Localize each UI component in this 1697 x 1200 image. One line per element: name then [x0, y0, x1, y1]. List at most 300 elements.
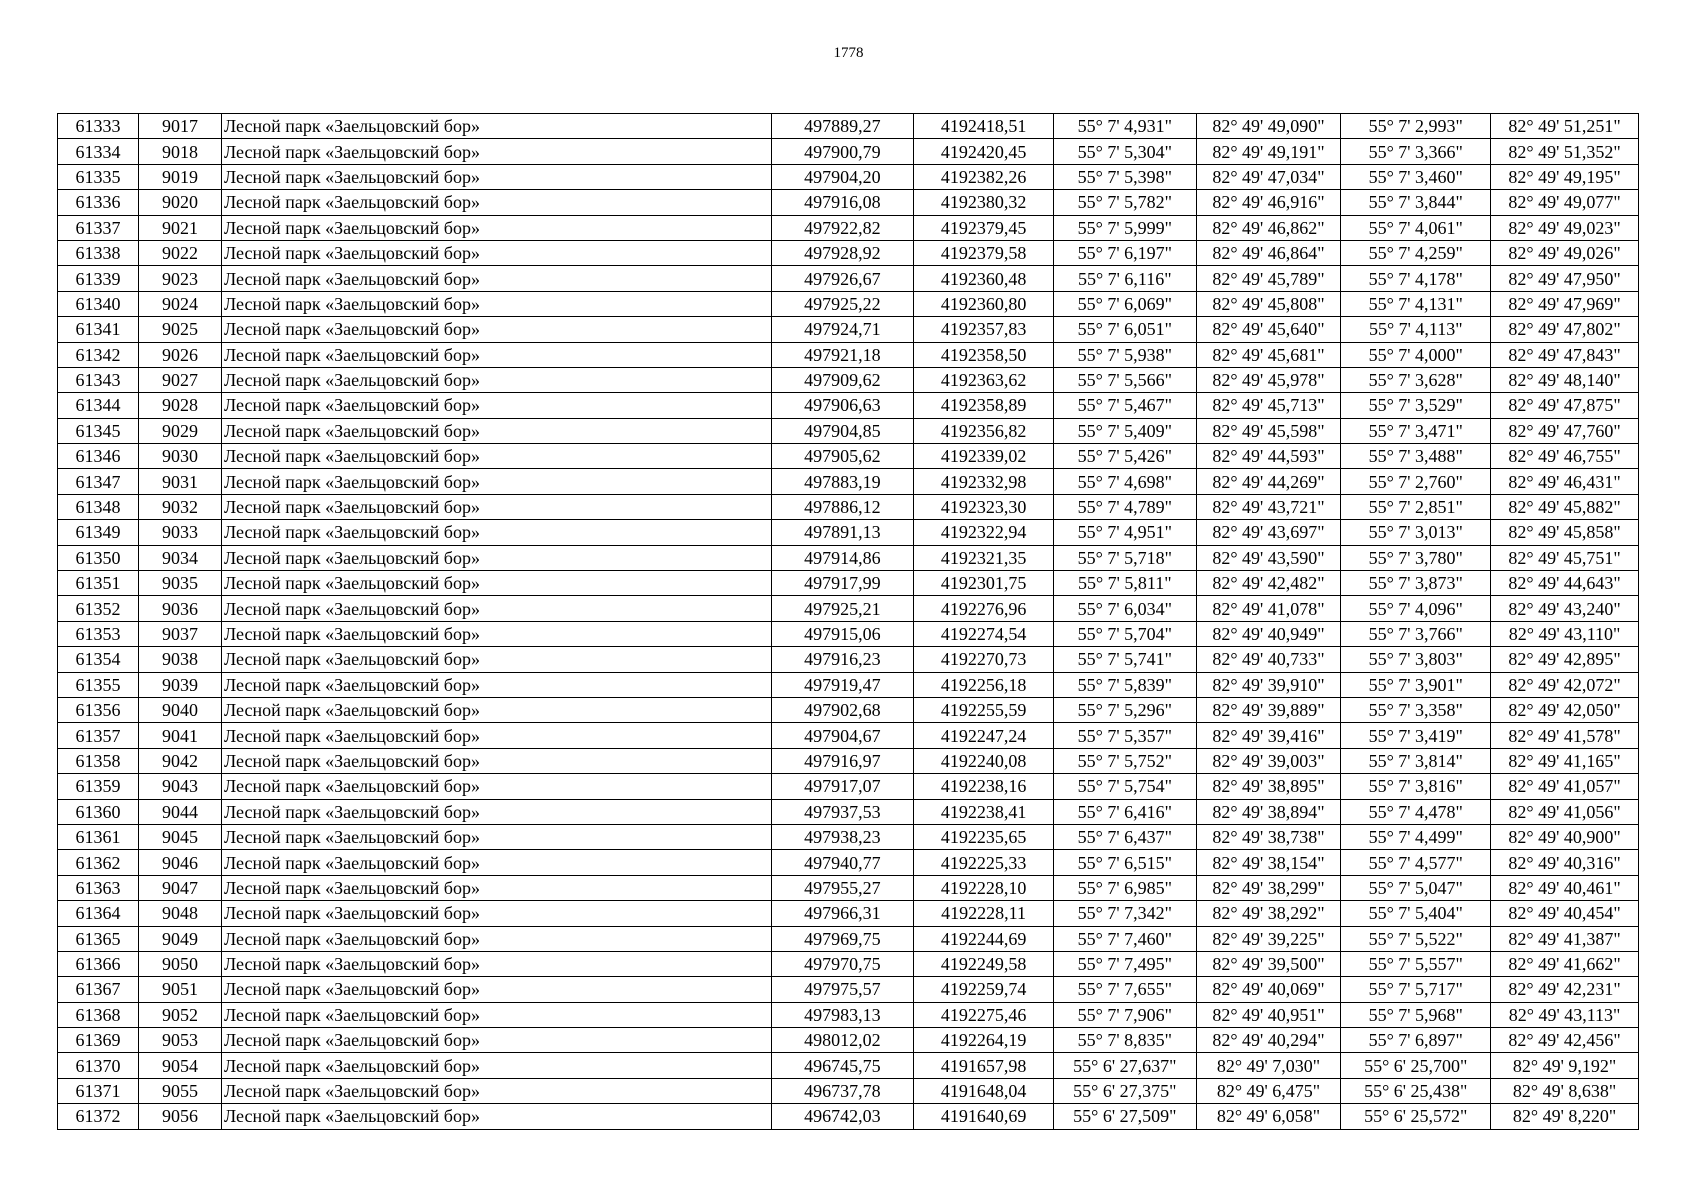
point-number-cell: 9052 [138, 1002, 221, 1027]
longitude-1-cell: 82° 49' 44,593" [1196, 444, 1341, 469]
row-number-cell: 61365 [58, 926, 139, 951]
table-row [58, 444, 1639, 469]
latitude-1-cell: 55° 7' 5,296" [1053, 697, 1196, 722]
table-row [58, 977, 1639, 1002]
coord-x-cell: 497904,20 [771, 164, 914, 189]
latitude-2-cell: 55° 7' 4,577" [1341, 850, 1491, 875]
coord-y-cell: 4192357,83 [914, 317, 1054, 342]
object-name-cell: Лесной парк «Заельцовский бор» [221, 215, 771, 240]
point-number-cell: 9045 [138, 824, 221, 849]
row-number-cell: 61346 [58, 444, 139, 469]
latitude-1-cell: 55° 7' 4,789" [1053, 494, 1196, 519]
object-name-cell: Лесной парк «Заельцовский бор» [221, 418, 771, 443]
longitude-2-cell: 82° 49' 41,662" [1491, 951, 1639, 976]
coord-y-cell: 4192420,45 [914, 139, 1054, 164]
coord-y-cell: 4192256,18 [914, 672, 1054, 697]
object-name-cell: Лесной парк «Заельцовский бор» [221, 240, 771, 265]
coord-y-cell: 4192379,45 [914, 215, 1054, 240]
object-name-cell: Лесной парк «Заельцовский бор» [221, 114, 771, 139]
longitude-2-cell: 82° 49' 51,352" [1491, 139, 1639, 164]
point-number-cell: 9051 [138, 977, 221, 1002]
coord-y-cell: 4192255,59 [914, 697, 1054, 722]
row-number-cell: 61357 [58, 723, 139, 748]
point-number-cell: 9049 [138, 926, 221, 951]
longitude-1-cell: 82° 49' 40,069" [1196, 977, 1341, 1002]
longitude-2-cell: 82° 49' 42,895" [1491, 647, 1639, 672]
coordinates-table [57, 113, 1639, 1130]
point-number-cell: 9056 [138, 1104, 221, 1129]
row-number-cell: 61344 [58, 393, 139, 418]
latitude-1-cell: 55° 7' 5,426" [1053, 444, 1196, 469]
object-name-cell: Лесной парк «Заельцовский бор» [221, 342, 771, 367]
point-number-cell: 9047 [138, 875, 221, 900]
longitude-1-cell: 82° 49' 45,640" [1196, 317, 1341, 342]
longitude-2-cell: 82° 49' 45,882" [1491, 494, 1639, 519]
longitude-1-cell: 82° 49' 49,191" [1196, 139, 1341, 164]
latitude-2-cell: 55° 7' 6,897" [1341, 1028, 1491, 1053]
coord-x-cell: 497904,85 [771, 418, 914, 443]
latitude-2-cell: 55° 7' 4,131" [1341, 291, 1491, 316]
longitude-1-cell: 82° 49' 47,034" [1196, 164, 1341, 189]
point-number-cell: 9053 [138, 1028, 221, 1053]
longitude-2-cell: 82° 49' 40,461" [1491, 875, 1639, 900]
latitude-1-cell: 55° 7' 8,835" [1053, 1028, 1196, 1053]
row-number-cell: 61341 [58, 317, 139, 342]
longitude-1-cell: 82° 49' 45,789" [1196, 266, 1341, 291]
table-row [58, 469, 1639, 494]
object-name-cell: Лесной парк «Заельцовский бор» [221, 520, 771, 545]
latitude-2-cell: 55° 7' 3,901" [1341, 672, 1491, 697]
latitude-2-cell: 55° 7' 2,993" [1341, 114, 1491, 139]
object-name-cell: Лесной парк «Заельцовский бор» [221, 571, 771, 596]
latitude-1-cell: 55° 7' 5,357" [1053, 723, 1196, 748]
longitude-1-cell: 82° 49' 49,090" [1196, 114, 1341, 139]
row-number-cell: 61355 [58, 672, 139, 697]
longitude-1-cell: 82° 49' 38,292" [1196, 901, 1341, 926]
latitude-2-cell: 55° 7' 3,358" [1341, 697, 1491, 722]
table-row [58, 393, 1639, 418]
object-name-cell: Лесной парк «Заельцовский бор» [221, 1078, 771, 1103]
row-number-cell: 61359 [58, 774, 139, 799]
coord-x-cell: 497902,68 [771, 697, 914, 722]
object-name-cell: Лесной парк «Заельцовский бор» [221, 494, 771, 519]
latitude-2-cell: 55° 7' 5,404" [1341, 901, 1491, 926]
latitude-2-cell: 55° 7' 4,113" [1341, 317, 1491, 342]
point-number-cell: 9024 [138, 291, 221, 316]
coord-x-cell: 497916,97 [771, 748, 914, 773]
table-row [58, 901, 1639, 926]
longitude-2-cell: 82° 49' 42,072" [1491, 672, 1639, 697]
coord-y-cell: 4192379,58 [914, 240, 1054, 265]
coord-y-cell: 4192270,73 [914, 647, 1054, 672]
object-name-cell: Лесной парк «Заельцовский бор» [221, 444, 771, 469]
table-row [58, 190, 1639, 215]
coord-x-cell: 497916,08 [771, 190, 914, 215]
coord-x-cell: 497909,62 [771, 367, 914, 392]
latitude-1-cell: 55° 7' 6,437" [1053, 824, 1196, 849]
coord-y-cell: 4192259,74 [914, 977, 1054, 1002]
coord-y-cell: 4191657,98 [914, 1053, 1054, 1078]
table-row [58, 647, 1639, 672]
object-name-cell: Лесной парк «Заельцовский бор» [221, 977, 771, 1002]
row-number-cell: 61345 [58, 418, 139, 443]
table-row [58, 621, 1639, 646]
point-number-cell: 9031 [138, 469, 221, 494]
latitude-2-cell: 55° 7' 2,851" [1341, 494, 1491, 519]
object-name-cell: Лесной парк «Заельцовский бор» [221, 190, 771, 215]
row-number-cell: 61339 [58, 266, 139, 291]
latitude-1-cell: 55° 7' 5,811" [1053, 571, 1196, 596]
coord-x-cell: 497919,47 [771, 672, 914, 697]
longitude-1-cell: 82° 49' 45,978" [1196, 367, 1341, 392]
table-row [58, 1078, 1639, 1103]
row-number-cell: 61335 [58, 164, 139, 189]
point-number-cell: 9036 [138, 596, 221, 621]
row-number-cell: 61368 [58, 1002, 139, 1027]
longitude-1-cell: 82° 49' 43,697" [1196, 520, 1341, 545]
coord-x-cell: 497922,82 [771, 215, 914, 240]
coord-y-cell: 4192363,62 [914, 367, 1054, 392]
object-name-cell: Лесной парк «Заельцовский бор» [221, 1002, 771, 1027]
latitude-1-cell: 55° 7' 5,782" [1053, 190, 1196, 215]
point-number-cell: 9048 [138, 901, 221, 926]
table-row [58, 266, 1639, 291]
longitude-2-cell: 82° 49' 8,220" [1491, 1104, 1639, 1129]
latitude-1-cell: 55° 7' 5,409" [1053, 418, 1196, 443]
object-name-cell: Лесной парк «Заельцовский бор» [221, 469, 771, 494]
latitude-2-cell: 55° 7' 3,471" [1341, 418, 1491, 443]
object-name-cell: Лесной парк «Заельцовский бор» [221, 723, 771, 748]
coord-y-cell: 4192418,51 [914, 114, 1054, 139]
row-number-cell: 61338 [58, 240, 139, 265]
longitude-1-cell: 82° 49' 43,590" [1196, 545, 1341, 570]
point-number-cell: 9044 [138, 799, 221, 824]
table-row [58, 571, 1639, 596]
point-number-cell: 9050 [138, 951, 221, 976]
table-row [58, 774, 1639, 799]
object-name-cell: Лесной парк «Заельцовский бор» [221, 164, 771, 189]
point-number-cell: 9054 [138, 1053, 221, 1078]
row-number-cell: 61347 [58, 469, 139, 494]
longitude-2-cell: 82° 49' 47,843" [1491, 342, 1639, 367]
table-row [58, 367, 1639, 392]
coord-y-cell: 4192238,16 [914, 774, 1054, 799]
object-name-cell: Лесной парк «Заельцовский бор» [221, 291, 771, 316]
coord-y-cell: 4192321,35 [914, 545, 1054, 570]
latitude-1-cell: 55° 6' 27,375" [1053, 1078, 1196, 1103]
row-number-cell: 61333 [58, 114, 139, 139]
point-number-cell: 9028 [138, 393, 221, 418]
longitude-2-cell: 82° 49' 41,578" [1491, 723, 1639, 748]
latitude-1-cell: 55° 7' 5,938" [1053, 342, 1196, 367]
coord-x-cell: 497891,13 [771, 520, 914, 545]
coord-x-cell: 497889,27 [771, 114, 914, 139]
latitude-2-cell: 55° 7' 3,419" [1341, 723, 1491, 748]
longitude-1-cell: 82° 49' 46,862" [1196, 215, 1341, 240]
row-number-cell: 61348 [58, 494, 139, 519]
coord-x-cell: 498012,02 [771, 1028, 914, 1053]
latitude-1-cell: 55° 7' 6,116" [1053, 266, 1196, 291]
point-number-cell: 9040 [138, 697, 221, 722]
latitude-2-cell: 55° 6' 25,572" [1341, 1104, 1491, 1129]
table-row [58, 672, 1639, 697]
longitude-2-cell: 82° 49' 41,056" [1491, 799, 1639, 824]
latitude-2-cell: 55° 6' 25,700" [1341, 1053, 1491, 1078]
coord-y-cell: 4192244,69 [914, 926, 1054, 951]
longitude-2-cell: 82° 49' 47,760" [1491, 418, 1639, 443]
row-number-cell: 61372 [58, 1104, 139, 1129]
row-number-cell: 61370 [58, 1053, 139, 1078]
longitude-1-cell: 82° 49' 44,269" [1196, 469, 1341, 494]
point-number-cell: 9029 [138, 418, 221, 443]
object-name-cell: Лесной парк «Заельцовский бор» [221, 926, 771, 951]
coord-y-cell: 4192238,41 [914, 799, 1054, 824]
object-name-cell: Лесной парк «Заельцовский бор» [221, 647, 771, 672]
table-row [58, 799, 1639, 824]
point-number-cell: 9039 [138, 672, 221, 697]
object-name-cell: Лесной парк «Заельцовский бор» [221, 621, 771, 646]
table-row [58, 596, 1639, 621]
point-number-cell: 9033 [138, 520, 221, 545]
latitude-2-cell: 55° 7' 3,780" [1341, 545, 1491, 570]
coord-y-cell: 4192323,30 [914, 494, 1054, 519]
latitude-1-cell: 55° 7' 6,197" [1053, 240, 1196, 265]
longitude-1-cell: 82° 49' 38,154" [1196, 850, 1341, 875]
longitude-2-cell: 82° 49' 45,858" [1491, 520, 1639, 545]
longitude-1-cell: 82° 49' 45,808" [1196, 291, 1341, 316]
latitude-2-cell: 55° 7' 5,557" [1341, 951, 1491, 976]
object-name-cell: Лесной парк «Заельцовский бор» [221, 317, 771, 342]
longitude-2-cell: 82° 49' 47,950" [1491, 266, 1639, 291]
latitude-1-cell: 55° 7' 5,839" [1053, 672, 1196, 697]
point-number-cell: 9025 [138, 317, 221, 342]
latitude-1-cell: 55° 7' 5,304" [1053, 139, 1196, 164]
latitude-2-cell: 55° 7' 3,628" [1341, 367, 1491, 392]
table-row [58, 291, 1639, 316]
longitude-2-cell: 82° 49' 42,231" [1491, 977, 1639, 1002]
coord-x-cell: 497924,71 [771, 317, 914, 342]
latitude-1-cell: 55° 7' 5,752" [1053, 748, 1196, 773]
row-number-cell: 61356 [58, 697, 139, 722]
object-name-cell: Лесной парк «Заельцовский бор» [221, 367, 771, 392]
coord-x-cell: 497926,67 [771, 266, 914, 291]
coord-y-cell: 4192322,94 [914, 520, 1054, 545]
coord-x-cell: 497966,31 [771, 901, 914, 926]
point-number-cell: 9034 [138, 545, 221, 570]
longitude-1-cell: 82° 49' 6,058" [1196, 1104, 1341, 1129]
coord-x-cell: 497904,67 [771, 723, 914, 748]
object-name-cell: Лесной парк «Заельцовский бор» [221, 748, 771, 773]
point-number-cell: 9027 [138, 367, 221, 392]
coord-y-cell: 4192247,24 [914, 723, 1054, 748]
latitude-1-cell: 55° 7' 5,754" [1053, 774, 1196, 799]
table-row [58, 951, 1639, 976]
table-row [58, 520, 1639, 545]
latitude-1-cell: 55° 7' 5,704" [1053, 621, 1196, 646]
row-number-cell: 61369 [58, 1028, 139, 1053]
longitude-1-cell: 82° 49' 46,864" [1196, 240, 1341, 265]
table-row [58, 875, 1639, 900]
row-number-cell: 61360 [58, 799, 139, 824]
coord-x-cell: 497983,13 [771, 1002, 914, 1027]
coord-x-cell: 496742,03 [771, 1104, 914, 1129]
longitude-1-cell: 82° 49' 39,225" [1196, 926, 1341, 951]
row-number-cell: 61352 [58, 596, 139, 621]
longitude-2-cell: 82° 49' 9,192" [1491, 1053, 1639, 1078]
point-number-cell: 9038 [138, 647, 221, 672]
longitude-1-cell: 82° 49' 7,030" [1196, 1053, 1341, 1078]
longitude-2-cell: 82° 49' 45,751" [1491, 545, 1639, 570]
table-row [58, 545, 1639, 570]
longitude-2-cell: 82° 49' 43,110" [1491, 621, 1639, 646]
coord-y-cell: 4192274,54 [914, 621, 1054, 646]
longitude-2-cell: 82° 49' 46,755" [1491, 444, 1639, 469]
coord-x-cell: 497925,22 [771, 291, 914, 316]
latitude-2-cell: 55° 7' 3,460" [1341, 164, 1491, 189]
row-number-cell: 61336 [58, 190, 139, 215]
latitude-2-cell: 55° 7' 5,717" [1341, 977, 1491, 1002]
table-row [58, 1053, 1639, 1078]
coord-y-cell: 4191648,04 [914, 1078, 1054, 1103]
table-row [58, 342, 1639, 367]
object-name-cell: Лесной парк «Заельцовский бор» [221, 951, 771, 976]
table-row [58, 723, 1639, 748]
longitude-2-cell: 82° 49' 41,165" [1491, 748, 1639, 773]
latitude-1-cell: 55° 7' 5,566" [1053, 367, 1196, 392]
table-row [58, 317, 1639, 342]
latitude-1-cell: 55° 7' 5,398" [1053, 164, 1196, 189]
latitude-1-cell: 55° 7' 6,985" [1053, 875, 1196, 900]
coord-x-cell: 497921,18 [771, 342, 914, 367]
table-body [58, 114, 1639, 1130]
point-number-cell: 9041 [138, 723, 221, 748]
latitude-2-cell: 55° 7' 2,760" [1341, 469, 1491, 494]
longitude-1-cell: 82° 49' 46,916" [1196, 190, 1341, 215]
longitude-1-cell: 82° 49' 42,482" [1196, 571, 1341, 596]
longitude-1-cell: 82° 49' 6,475" [1196, 1078, 1341, 1103]
latitude-1-cell: 55° 7' 4,931" [1053, 114, 1196, 139]
table-row [58, 418, 1639, 443]
longitude-1-cell: 82° 49' 39,889" [1196, 697, 1341, 722]
point-number-cell: 9032 [138, 494, 221, 519]
point-number-cell: 9021 [138, 215, 221, 240]
row-number-cell: 61367 [58, 977, 139, 1002]
longitude-1-cell: 82° 49' 38,738" [1196, 824, 1341, 849]
longitude-2-cell: 82° 49' 43,113" [1491, 1002, 1639, 1027]
longitude-2-cell: 82° 49' 49,195" [1491, 164, 1639, 189]
coord-x-cell: 497916,23 [771, 647, 914, 672]
table-row [58, 824, 1639, 849]
latitude-2-cell: 55° 7' 4,061" [1341, 215, 1491, 240]
latitude-2-cell: 55° 7' 4,259" [1341, 240, 1491, 265]
latitude-1-cell: 55° 7' 7,495" [1053, 951, 1196, 976]
longitude-1-cell: 82° 49' 45,713" [1196, 393, 1341, 418]
table-row [58, 114, 1639, 139]
table-row [58, 926, 1639, 951]
longitude-1-cell: 82° 49' 40,294" [1196, 1028, 1341, 1053]
coord-y-cell: 4192225,33 [914, 850, 1054, 875]
latitude-1-cell: 55° 6' 27,637" [1053, 1053, 1196, 1078]
point-number-cell: 9030 [138, 444, 221, 469]
longitude-1-cell: 82° 49' 38,894" [1196, 799, 1341, 824]
coord-x-cell: 497970,75 [771, 951, 914, 976]
table-row [58, 240, 1639, 265]
coord-x-cell: 497915,06 [771, 621, 914, 646]
coord-y-cell: 4192228,11 [914, 901, 1054, 926]
table-row [58, 139, 1639, 164]
longitude-2-cell: 82° 49' 40,316" [1491, 850, 1639, 875]
latitude-2-cell: 55° 7' 3,488" [1341, 444, 1491, 469]
coord-x-cell: 497905,62 [771, 444, 914, 469]
latitude-1-cell: 55° 7' 7,906" [1053, 1002, 1196, 1027]
latitude-2-cell: 55° 7' 4,499" [1341, 824, 1491, 849]
object-name-cell: Лесной парк «Заельцовский бор» [221, 697, 771, 722]
longitude-2-cell: 82° 49' 51,251" [1491, 114, 1639, 139]
coord-x-cell: 497917,99 [771, 571, 914, 596]
coord-y-cell: 4192240,08 [914, 748, 1054, 773]
longitude-1-cell: 82° 49' 39,003" [1196, 748, 1341, 773]
longitude-2-cell: 82° 49' 41,057" [1491, 774, 1639, 799]
longitude-1-cell: 82° 49' 38,299" [1196, 875, 1341, 900]
coord-y-cell: 4192264,19 [914, 1028, 1054, 1053]
coord-y-cell: 4192356,82 [914, 418, 1054, 443]
row-number-cell: 61343 [58, 367, 139, 392]
table-row [58, 1002, 1639, 1027]
longitude-2-cell: 82° 49' 44,643" [1491, 571, 1639, 596]
latitude-2-cell: 55° 7' 3,873" [1341, 571, 1491, 596]
longitude-2-cell: 82° 49' 49,026" [1491, 240, 1639, 265]
longitude-1-cell: 82° 49' 39,416" [1196, 723, 1341, 748]
latitude-2-cell: 55° 6' 25,438" [1341, 1078, 1491, 1103]
coord-x-cell: 497937,53 [771, 799, 914, 824]
object-name-cell: Лесной парк «Заельцовский бор» [221, 875, 771, 900]
object-name-cell: Лесной парк «Заельцовский бор» [221, 901, 771, 926]
row-number-cell: 61364 [58, 901, 139, 926]
coord-x-cell: 497955,27 [771, 875, 914, 900]
table-row [58, 215, 1639, 240]
latitude-1-cell: 55° 7' 6,069" [1053, 291, 1196, 316]
coord-x-cell: 497914,86 [771, 545, 914, 570]
latitude-2-cell: 55° 7' 3,366" [1341, 139, 1491, 164]
page-number: 1778 [833, 45, 864, 61]
longitude-2-cell: 82° 49' 8,638" [1491, 1078, 1639, 1103]
row-number-cell: 61350 [58, 545, 139, 570]
row-number-cell: 61349 [58, 520, 139, 545]
latitude-1-cell: 55° 7' 6,034" [1053, 596, 1196, 621]
row-number-cell: 61366 [58, 951, 139, 976]
coord-y-cell: 4192332,98 [914, 469, 1054, 494]
coord-x-cell: 497886,12 [771, 494, 914, 519]
latitude-1-cell: 55° 7' 5,467" [1053, 393, 1196, 418]
latitude-2-cell: 55° 7' 3,844" [1341, 190, 1491, 215]
coord-y-cell: 4192249,58 [914, 951, 1054, 976]
latitude-1-cell: 55° 7' 4,698" [1053, 469, 1196, 494]
coord-x-cell: 497900,79 [771, 139, 914, 164]
row-number-cell: 61358 [58, 748, 139, 773]
longitude-1-cell: 82° 49' 38,895" [1196, 774, 1341, 799]
longitude-1-cell: 82° 49' 40,949" [1196, 621, 1341, 646]
longitude-2-cell: 82° 49' 43,240" [1491, 596, 1639, 621]
latitude-2-cell: 55° 7' 4,178" [1341, 266, 1491, 291]
latitude-1-cell: 55° 7' 5,999" [1053, 215, 1196, 240]
latitude-1-cell: 55° 7' 6,416" [1053, 799, 1196, 824]
latitude-1-cell: 55° 7' 5,741" [1053, 647, 1196, 672]
object-name-cell: Лесной парк «Заельцовский бор» [221, 1104, 771, 1129]
longitude-1-cell: 82° 49' 40,733" [1196, 647, 1341, 672]
longitude-2-cell: 82° 49' 46,431" [1491, 469, 1639, 494]
object-name-cell: Лесной парк «Заельцовский бор» [221, 139, 771, 164]
latitude-2-cell: 55° 7' 3,803" [1341, 647, 1491, 672]
